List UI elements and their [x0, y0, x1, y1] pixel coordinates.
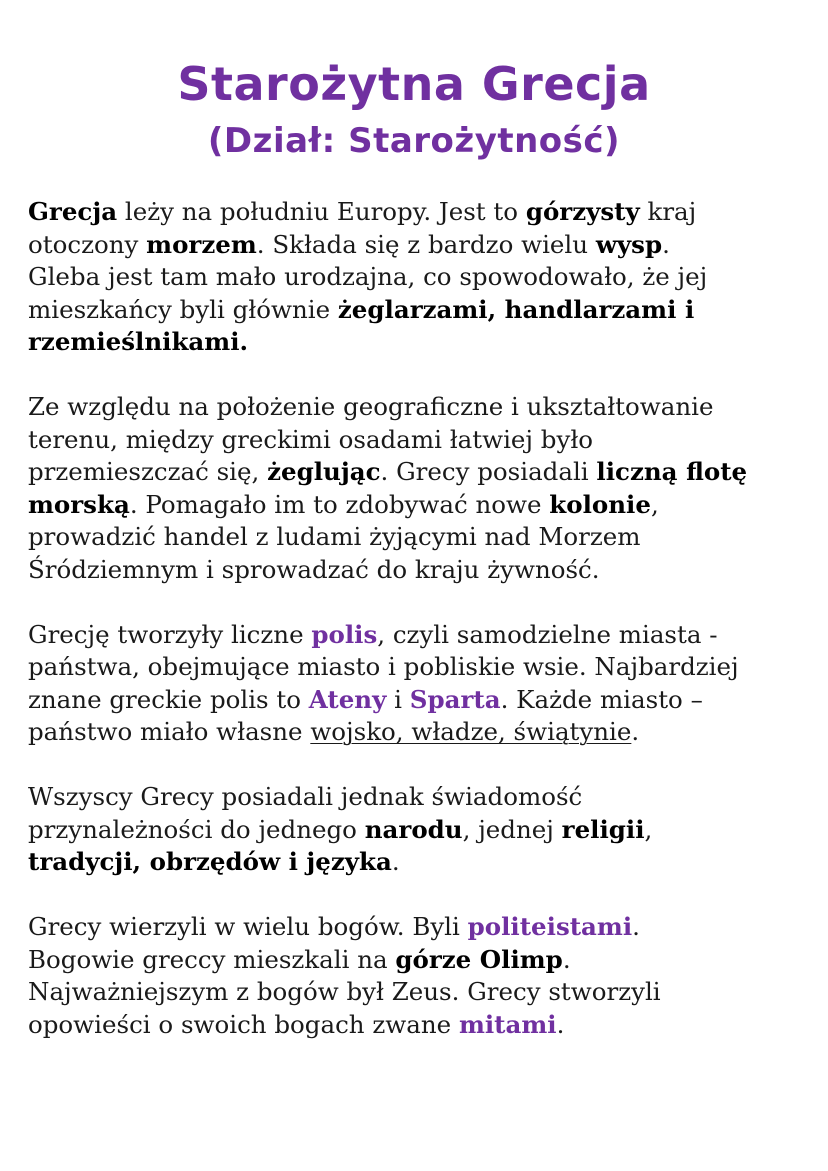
paragraph-religion [28, 911, 818, 1041]
text-run: otoczony [28, 229, 147, 259]
paragraph-seafaring [28, 391, 818, 586]
text-run: . [391, 847, 400, 876]
text-run: . Składa się z bardzo wielu [256, 229, 596, 259]
bold-term: górze Olimp [395, 944, 563, 974]
bold-term: religii [561, 814, 645, 844]
text-run: państwo miało własne [28, 717, 311, 746]
text-run: mieszkańcy byli głównie [28, 294, 338, 324]
text-line [28, 521, 818, 554]
text-run: . [632, 912, 640, 941]
highlighted-term: mitami [458, 1009, 557, 1039]
text-run: . [556, 1009, 565, 1039]
text-run: Grecy wierzyli w wielu bogów. Byli [28, 912, 468, 941]
bold-term: górzysty [525, 197, 640, 226]
text-line [28, 326, 818, 359]
text-line [28, 489, 818, 522]
underlined-text: wojsko, władze, świątynie [310, 717, 632, 746]
text-run: , [644, 814, 653, 844]
text-line [28, 976, 818, 1009]
text-run: terenu, między greckimi osadami łatwiej było [28, 424, 594, 454]
text-run: , jednej [462, 814, 562, 844]
text-line [28, 781, 818, 814]
text-line [28, 424, 818, 457]
text-run: . Pomagało im to zdobywać nowe [129, 489, 550, 519]
bold-term: kolonie [549, 489, 651, 519]
text-line [28, 554, 818, 587]
paragraph-nation [28, 781, 818, 879]
bold-term: morzem [146, 229, 257, 259]
text-line [28, 911, 818, 944]
text-line [28, 651, 818, 684]
text-run: Śródziemnym i sprowadzać do kraju żywność. [28, 554, 600, 584]
highlighted-term: polis [311, 619, 378, 649]
text-line [28, 944, 818, 977]
text-run: przemieszczać się, [28, 457, 268, 486]
text-run: Bogowie greccy mieszkali na [28, 944, 396, 974]
bold-term: narodu [364, 814, 463, 844]
text-line [28, 814, 818, 847]
bold-term: żeglarzami, handlarzami i [337, 294, 695, 324]
text-run: Ze względu na położenie geograficzne i ukształtowanie [28, 392, 714, 421]
text-line [28, 391, 818, 424]
text-line [28, 196, 818, 229]
text-run: . Każde miasto – [500, 684, 703, 714]
highlighted-term: politeistami [467, 912, 633, 941]
text-run: , [650, 489, 659, 519]
bold-term: rzemieślnikami. [28, 327, 249, 356]
text-run: , czyli samodzielne miasta - [377, 619, 718, 649]
text-line [28, 619, 818, 652]
text-run: . [562, 944, 571, 974]
bold-term: tradycji, obrzędów i języka [28, 847, 392, 876]
text-run: Gleba jest tam mało urodzajna, co spowodowało, że jej [28, 262, 708, 291]
highlighted-term: Ateny [308, 684, 387, 714]
text-line [28, 1009, 818, 1042]
bold-term: liczną flotę [596, 457, 748, 486]
text-line [28, 684, 818, 717]
text-run: Grecję tworzyły liczne [28, 619, 312, 649]
text-run: prowadzić handel z ludami żyjącymi nad Morzem [28, 522, 641, 551]
text-run: państwa, obejmujące miasto i pobliskie wsie. Najbardziej [28, 652, 739, 681]
text-run: kraj [639, 197, 697, 226]
text-run: i [386, 684, 410, 714]
bold-term: morską [28, 489, 130, 519]
text-run: przynależności do jednego [28, 814, 365, 844]
document-body [28, 196, 818, 1074]
bold-term: żeglując [267, 457, 381, 486]
paragraph-polis [28, 619, 818, 749]
text-run: leży na południu Europy. Jest to [117, 197, 526, 226]
paragraph-geography [28, 196, 818, 359]
text-run: Wszyscy Grecy posiadali jednak świadomość [28, 782, 583, 811]
text-line [28, 716, 818, 749]
text-line [28, 229, 818, 262]
text-run: . [631, 717, 640, 746]
text-run: znane greckie polis to [28, 684, 309, 714]
bold-term: Grecja [28, 197, 118, 226]
page-title: Starożytna Grecja [177, 57, 651, 111]
text-run: opowieści o swoich bogach zwane [28, 1009, 459, 1039]
text-line [28, 456, 818, 489]
bold-term: wysp [595, 229, 663, 259]
text-line [28, 261, 818, 294]
text-run: . Grecy posiadali [380, 457, 597, 486]
text-run: Najważniejszym z bogów był Zeus. Grecy stworzyli [28, 977, 661, 1006]
page-subtitle: (Dział: Starożytność) [207, 121, 621, 161]
highlighted-term: Sparta [409, 684, 501, 714]
text-line [28, 846, 818, 879]
text-run: . [662, 229, 670, 259]
text-line [28, 294, 818, 327]
